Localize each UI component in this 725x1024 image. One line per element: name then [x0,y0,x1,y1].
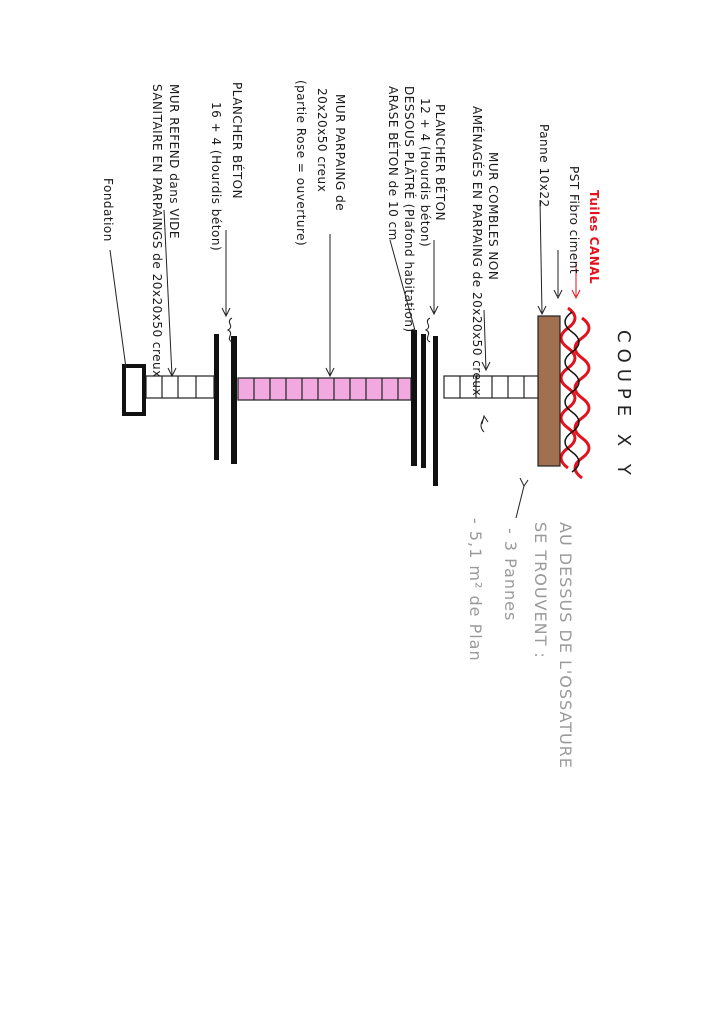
label-plancher-top-4: ARASE BÉTON de 10 cm [386,86,400,241]
label-mur-parpaing-3: (partie Rose = ouverture) [294,80,308,247]
label-plancher-bot-1: PLANCHER BÉTON [230,82,244,200]
label-pst: PST Fibro ciment [567,166,581,275]
label-refend-1: MUR REFEND dans VIDE [167,84,181,239]
label-refend-2: SANITAIRE EN PARPAINGS de 20x20x50 creux [150,84,164,378]
pink-opening [238,378,411,400]
label-plancher-top-3: DESSOUS PLÂTRÉ (Plafond habitation) [402,86,416,333]
label-mur-parpaing-1: MUR PARPAING de [333,94,347,212]
label-plancher-top-2: 12 + 4 (Hourdis béton) [418,98,432,248]
label-plancher-bot-2: 16 + 4 (Hourdis béton) [209,102,223,252]
main-wall [238,378,411,400]
label-mur-combles-1: MUR COMBLES NON [486,152,500,281]
braces [228,318,430,342]
label-panne: Panne 10x22 [537,124,551,208]
label-fondation: Fondation [101,178,115,242]
leader-lines [110,200,580,518]
drawing-title: COUPE X Y [613,330,634,481]
roof-tiles [561,308,589,478]
upper-floor [411,330,438,486]
note-line-3: - 3 Pannes [501,528,520,622]
crawlspace-wall [146,376,214,398]
label-mur-parpaing-2: 20x20x50 creux [315,88,329,193]
note-line-1: AU DESSUS DE L'OSSATURE [556,522,575,769]
ridge-beam [538,316,560,466]
attic-wall [444,376,538,398]
lower-floor [214,334,237,464]
note-line-4: - 5,1 m² de Plan [466,518,485,662]
label-mur-combles-2: AMÉNAGÉS EN PARPAING de 20x20x50 creux [470,106,484,397]
foundation [124,366,144,414]
note-line-2: SE TROUVENT : [531,522,550,659]
label-plancher-top-1: PLANCHER BÉTON [433,104,447,222]
label-tuiles: Tuiles CANAL [587,190,601,285]
